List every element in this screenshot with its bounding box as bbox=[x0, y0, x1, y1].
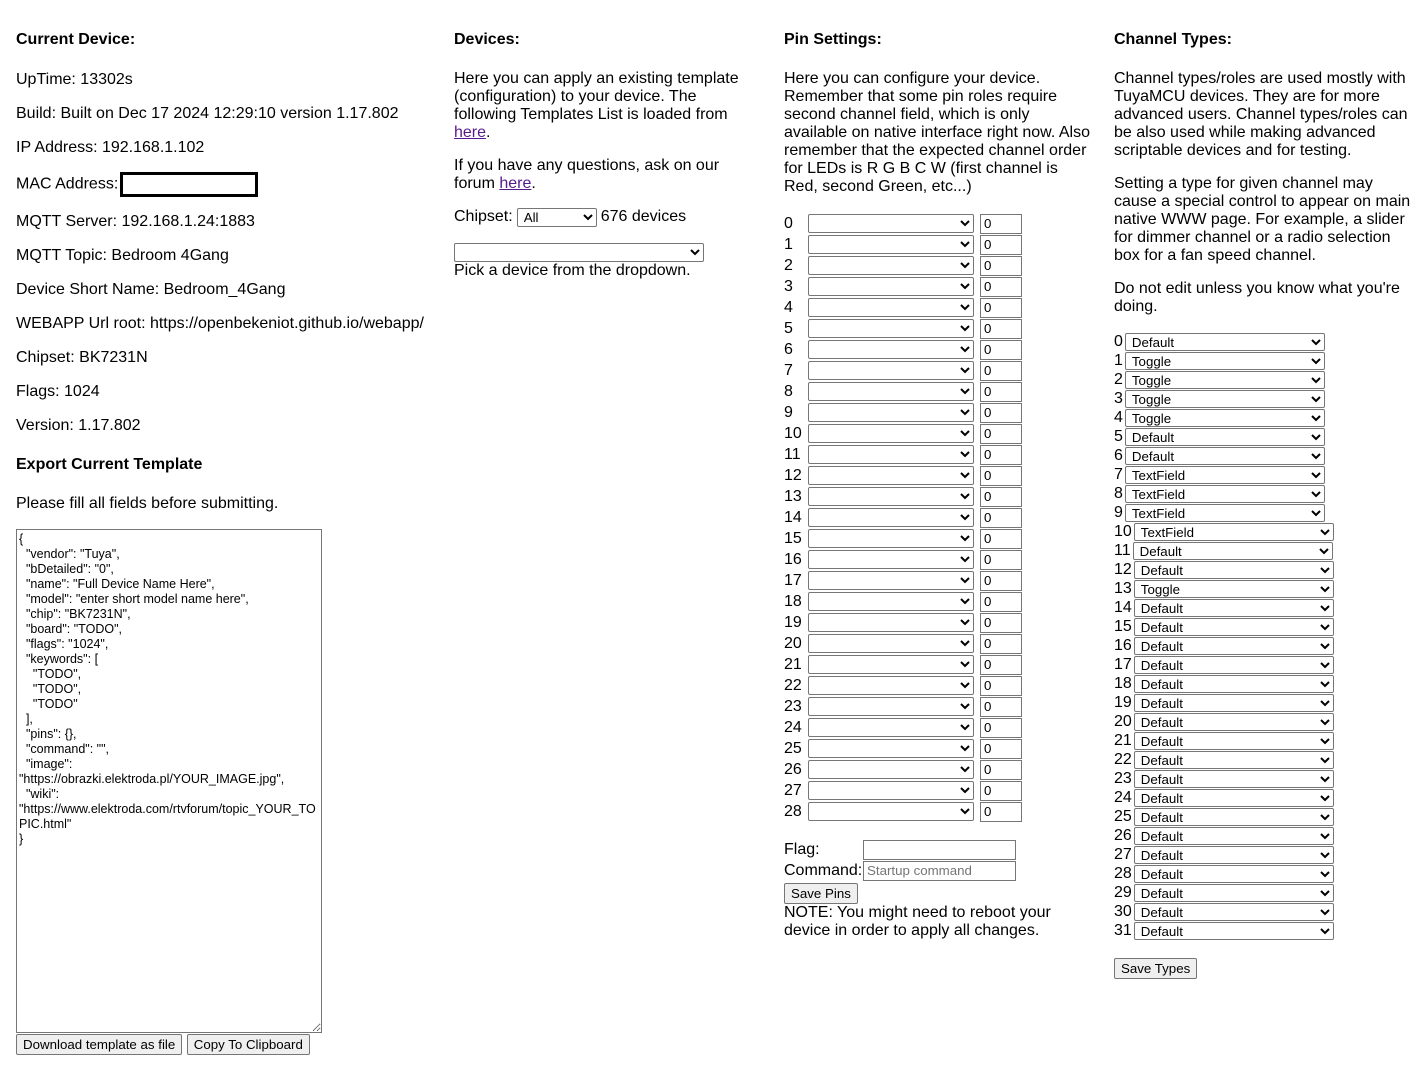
export-buttons bbox=[16, 1034, 436, 1055]
channel-type-select[interactable] bbox=[1134, 523, 1334, 541]
pin-role-select[interactable] bbox=[808, 445, 974, 464]
pin-number: 7 bbox=[784, 362, 793, 379]
channel-type-row bbox=[1114, 636, 1414, 655]
pin-number: 18 bbox=[784, 593, 802, 610]
pin-number: 23 bbox=[784, 698, 802, 715]
pin-number: 9 bbox=[784, 404, 793, 421]
pin-channel-input[interactable] bbox=[980, 340, 1022, 360]
channel-type-row bbox=[1114, 370, 1414, 389]
pin-channel-input[interactable] bbox=[980, 382, 1022, 402]
pin-number: 20 bbox=[784, 635, 802, 652]
channel-type-select[interactable] bbox=[1134, 770, 1334, 788]
save-pins-button[interactable]: Save Pins bbox=[784, 883, 858, 904]
pin-number: 4 bbox=[784, 299, 793, 316]
pin-channel-input[interactable] bbox=[980, 718, 1022, 738]
channel-types-heading: Channel Types: bbox=[1114, 31, 1232, 48]
channel-number: 9 bbox=[1114, 503, 1123, 521]
current-device-heading: Current Device: bbox=[16, 31, 136, 48]
pin-number: 24 bbox=[784, 719, 802, 736]
pin-extra-fields bbox=[784, 839, 1094, 940]
period-text: . bbox=[486, 124, 491, 141]
chipset-text: Chipset: BK7231N bbox=[16, 349, 148, 366]
pin-row bbox=[784, 360, 1094, 381]
channel-type-row bbox=[1114, 750, 1414, 769]
flags-text: Flags: 1024 bbox=[16, 383, 100, 400]
channel-number: 4 bbox=[1114, 408, 1123, 426]
channel-type-select[interactable] bbox=[1134, 618, 1334, 636]
channel-type-row bbox=[1114, 389, 1414, 408]
pin-role-select[interactable] bbox=[808, 655, 974, 674]
pin-role-select[interactable] bbox=[808, 487, 974, 506]
pin-channel-input[interactable] bbox=[980, 361, 1022, 381]
period-text: . bbox=[531, 175, 536, 192]
copy-to-clipboard-button[interactable]: Copy To Clipboard bbox=[187, 1034, 310, 1055]
channel-type-select[interactable] bbox=[1125, 466, 1325, 484]
channel-type-row bbox=[1114, 503, 1414, 522]
pin-role-select[interactable] bbox=[808, 361, 974, 380]
pin-role-select[interactable] bbox=[808, 424, 974, 443]
pin-number: 6 bbox=[784, 341, 793, 358]
pin-row bbox=[784, 318, 1094, 339]
device-picker-row bbox=[454, 243, 754, 262]
pin-channel-input[interactable] bbox=[980, 571, 1022, 591]
pin-role-select[interactable] bbox=[808, 781, 974, 800]
save-types-button[interactable]: Save Types bbox=[1114, 958, 1197, 979]
pin-settings-section bbox=[784, 30, 1094, 940]
pin-role-select[interactable] bbox=[808, 298, 974, 317]
channel-type-row bbox=[1114, 541, 1414, 560]
device-info-list bbox=[16, 70, 436, 435]
pin-number: 22 bbox=[784, 677, 802, 694]
short-name-text: Device Short Name: Bedroom_4Gang bbox=[16, 281, 286, 298]
pin-channel-input[interactable] bbox=[980, 802, 1022, 822]
channel-type-row bbox=[1114, 864, 1414, 883]
pin-number: 26 bbox=[784, 761, 802, 778]
channel-number: 21 bbox=[1114, 731, 1132, 749]
pin-channel-input[interactable] bbox=[980, 634, 1022, 654]
pin-channel-input[interactable] bbox=[980, 256, 1022, 276]
channel-number: 18 bbox=[1114, 674, 1132, 692]
channel-number: 13 bbox=[1114, 579, 1132, 597]
channel-type-select[interactable] bbox=[1134, 865, 1334, 883]
channel-type-row bbox=[1114, 693, 1414, 712]
command-row bbox=[784, 860, 1094, 881]
pin-row bbox=[784, 717, 1094, 738]
pin-channel-input[interactable] bbox=[980, 487, 1022, 507]
channel-type-select[interactable] bbox=[1134, 789, 1334, 807]
channel-type-select[interactable] bbox=[1134, 808, 1334, 826]
pin-number: 5 bbox=[784, 320, 793, 337]
pin-number: 12 bbox=[784, 467, 802, 484]
pin-number: 21 bbox=[784, 656, 802, 673]
channel-type-row bbox=[1114, 883, 1414, 902]
pick-device-hint: Pick a device from the dropdown. bbox=[454, 262, 691, 279]
pin-row bbox=[784, 423, 1094, 444]
channel-number: 7 bbox=[1114, 465, 1123, 483]
channel-type-select[interactable] bbox=[1125, 371, 1325, 389]
channel-type-row bbox=[1114, 902, 1414, 921]
flag-label: Flag: bbox=[784, 840, 820, 858]
flag-input[interactable] bbox=[863, 840, 1016, 860]
channel-number: 11 bbox=[1114, 541, 1131, 559]
channel-type-row bbox=[1114, 826, 1414, 845]
channel-type-row bbox=[1114, 921, 1414, 940]
mac-address-row bbox=[16, 172, 436, 197]
channel-type-select[interactable] bbox=[1134, 675, 1334, 693]
pin-channel-input[interactable] bbox=[980, 529, 1022, 549]
pin-channel-input[interactable] bbox=[980, 424, 1022, 444]
pin-number: 2 bbox=[784, 257, 793, 274]
channel-type-row bbox=[1114, 674, 1414, 693]
channel-number: 3 bbox=[1114, 389, 1123, 407]
channel-type-select[interactable] bbox=[1134, 751, 1334, 769]
export-instruction-text: Please fill all fields before submitting. bbox=[16, 495, 279, 512]
channel-number: 5 bbox=[1114, 427, 1123, 445]
pin-row bbox=[784, 528, 1094, 549]
channel-type-select[interactable] bbox=[1134, 656, 1334, 674]
pin-role-select[interactable] bbox=[808, 802, 974, 821]
pin-number: 10 bbox=[784, 425, 802, 442]
channel-number: 12 bbox=[1114, 560, 1132, 578]
current-device-section bbox=[16, 30, 436, 1055]
version-text: Version: 1.17.802 bbox=[16, 417, 141, 434]
templates-list-link[interactable]: here bbox=[454, 124, 487, 141]
pin-row bbox=[784, 339, 1094, 360]
channel-number: 28 bbox=[1114, 864, 1132, 882]
channel-type-row bbox=[1114, 484, 1414, 503]
pin-role-select[interactable] bbox=[808, 214, 974, 233]
channel-number: 17 bbox=[1114, 655, 1132, 673]
pin-role-select[interactable] bbox=[808, 403, 974, 422]
pin-role-select[interactable] bbox=[808, 256, 974, 275]
pin-number: 28 bbox=[784, 803, 802, 820]
channel-number: 0 bbox=[1114, 332, 1123, 350]
channel-type-row bbox=[1114, 598, 1414, 617]
pin-row bbox=[784, 234, 1094, 255]
forum-link[interactable]: here bbox=[499, 175, 532, 192]
pin-row bbox=[784, 402, 1094, 423]
pin-number: 25 bbox=[784, 740, 802, 757]
channel-type-rows bbox=[1114, 332, 1414, 940]
pin-role-select[interactable] bbox=[808, 739, 974, 758]
pin-rows bbox=[784, 213, 1094, 822]
pin-row bbox=[784, 213, 1094, 234]
channel-type-select[interactable] bbox=[1125, 390, 1325, 408]
channel-types-section bbox=[1114, 30, 1414, 979]
pin-role-select[interactable] bbox=[808, 718, 974, 737]
channel-number: 27 bbox=[1114, 845, 1132, 863]
channel-type-select[interactable] bbox=[1125, 333, 1325, 351]
forum-text: If you have any questions, ask on our forum bbox=[454, 157, 720, 192]
channel-number: 1 bbox=[1114, 351, 1123, 369]
pin-role-select[interactable] bbox=[808, 550, 974, 569]
channel-number: 30 bbox=[1114, 902, 1132, 920]
chipset-filter-row bbox=[454, 206, 754, 228]
channel-number: 25 bbox=[1114, 807, 1132, 825]
download-template-button[interactable]: Download template as file bbox=[16, 1034, 182, 1055]
channel-type-select[interactable] bbox=[1134, 580, 1334, 598]
export-template-heading: Export Current Template bbox=[16, 456, 203, 473]
channel-types-para1: Channel types/roles are used mostly with TuyaMCU devices. They are for more advanced users. Channel types/roles can be also used while making advanced scriptable devices and for testing. bbox=[1114, 70, 1408, 159]
devices-heading: Devices: bbox=[454, 31, 520, 48]
forum-paragraph bbox=[454, 157, 754, 193]
channel-type-row bbox=[1114, 465, 1414, 484]
channel-number: 14 bbox=[1114, 598, 1132, 616]
pin-number: 3 bbox=[784, 278, 793, 295]
ip-address-text: IP Address: 192.168.1.102 bbox=[16, 139, 205, 156]
channel-type-select[interactable] bbox=[1134, 922, 1334, 940]
mac-address-label: MAC Address: bbox=[16, 175, 119, 193]
mac-address-redacted-box bbox=[120, 172, 258, 197]
pin-role-select[interactable] bbox=[808, 760, 974, 779]
channel-number: 8 bbox=[1114, 484, 1123, 502]
pin-channel-input[interactable] bbox=[980, 781, 1022, 801]
build-text: Build: Built on Dec 17 2024 12:29:10 version 1.17.802 bbox=[16, 105, 399, 122]
pin-channel-input[interactable] bbox=[980, 298, 1022, 318]
pin-role-select[interactable] bbox=[808, 466, 974, 485]
pin-number: 0 bbox=[784, 215, 793, 232]
pin-row bbox=[784, 297, 1094, 318]
channel-type-select[interactable] bbox=[1134, 637, 1334, 655]
pin-role-select[interactable] bbox=[808, 529, 974, 548]
channel-type-row bbox=[1114, 712, 1414, 731]
devices-section bbox=[454, 30, 754, 280]
pin-role-select[interactable] bbox=[808, 235, 974, 254]
channel-type-select[interactable] bbox=[1134, 599, 1334, 617]
pin-role-select[interactable] bbox=[808, 382, 974, 401]
device-select[interactable] bbox=[454, 243, 704, 262]
pin-channel-input[interactable] bbox=[980, 403, 1022, 423]
channel-types-para2: Setting a type for given channel may cause a special control to appear on main native WWW page. For example, a slider for dimmer channel or a radio selection box for a fan speed channel. bbox=[1114, 175, 1411, 264]
pin-role-select[interactable] bbox=[808, 676, 974, 695]
pin-number: 1 bbox=[784, 236, 793, 253]
channel-type-row bbox=[1114, 788, 1414, 807]
channel-type-row bbox=[1114, 769, 1414, 788]
pin-channel-input[interactable] bbox=[980, 676, 1022, 696]
pin-row bbox=[784, 612, 1094, 633]
channel-number: 2 bbox=[1114, 370, 1123, 388]
channel-number: 15 bbox=[1114, 617, 1132, 635]
channel-type-row bbox=[1114, 351, 1414, 370]
pin-number: 8 bbox=[784, 383, 793, 400]
pin-row bbox=[784, 675, 1094, 696]
mqtt-topic-text: MQTT Topic: Bedroom 4Gang bbox=[16, 247, 229, 264]
pin-row bbox=[784, 780, 1094, 801]
pin-role-select[interactable] bbox=[808, 697, 974, 716]
channel-type-select[interactable] bbox=[1125, 504, 1325, 522]
channel-types-para3: Do not edit unless you know what you're doing. bbox=[1114, 280, 1400, 315]
channel-type-row bbox=[1114, 579, 1414, 598]
channel-type-row bbox=[1114, 427, 1414, 446]
pin-channel-input[interactable] bbox=[980, 445, 1022, 465]
flag-row bbox=[784, 839, 1094, 860]
pin-row bbox=[784, 276, 1094, 297]
pin-row bbox=[784, 654, 1094, 675]
pin-row bbox=[784, 549, 1094, 570]
pin-channel-input[interactable] bbox=[980, 235, 1022, 255]
pin-number: 14 bbox=[784, 509, 802, 526]
pin-channel-input[interactable] bbox=[980, 277, 1022, 297]
pin-role-select[interactable] bbox=[808, 277, 974, 296]
startup-command-input[interactable] bbox=[863, 861, 1016, 881]
channel-type-select[interactable] bbox=[1134, 732, 1334, 750]
channel-type-row bbox=[1114, 617, 1414, 636]
channel-type-row bbox=[1114, 408, 1414, 427]
command-label: Command: bbox=[784, 861, 863, 879]
devices-intro-text: Here you can apply an existing template (configuration) to your device. The following Templates List is loaded from bbox=[454, 70, 739, 123]
channel-number: 31 bbox=[1114, 921, 1132, 939]
pin-channel-input[interactable] bbox=[980, 550, 1022, 570]
channel-type-select[interactable] bbox=[1134, 884, 1334, 902]
pin-row bbox=[784, 465, 1094, 486]
channel-number: 6 bbox=[1114, 446, 1123, 464]
pin-row bbox=[784, 255, 1094, 276]
pin-row bbox=[784, 801, 1094, 822]
channel-type-select[interactable] bbox=[1125, 428, 1325, 446]
channel-number: 26 bbox=[1114, 826, 1132, 844]
channel-number: 10 bbox=[1114, 522, 1132, 540]
channel-type-select[interactable] bbox=[1134, 903, 1334, 921]
pin-number: 17 bbox=[784, 572, 802, 589]
pin-row bbox=[784, 444, 1094, 465]
pin-role-select[interactable] bbox=[808, 613, 974, 632]
channel-type-row bbox=[1114, 845, 1414, 864]
pin-number: 27 bbox=[784, 782, 802, 799]
pin-channel-input[interactable] bbox=[980, 655, 1022, 675]
pin-role-select[interactable] bbox=[808, 592, 974, 611]
template-textarea[interactable] bbox=[16, 529, 322, 1033]
pin-channel-input[interactable] bbox=[980, 739, 1022, 759]
pin-role-select[interactable] bbox=[808, 571, 974, 590]
channel-type-select[interactable] bbox=[1134, 713, 1334, 731]
chipset-filter-select[interactable] bbox=[517, 208, 597, 227]
channel-type-row bbox=[1114, 522, 1414, 541]
pin-row bbox=[784, 507, 1094, 528]
channel-type-row bbox=[1114, 560, 1414, 579]
channel-type-select[interactable] bbox=[1125, 485, 1325, 503]
device-count-text: 676 devices bbox=[600, 208, 687, 225]
pin-role-select[interactable] bbox=[808, 634, 974, 653]
pin-row bbox=[784, 381, 1094, 402]
pin-number: 15 bbox=[784, 530, 802, 547]
pin-role-select[interactable] bbox=[808, 319, 974, 338]
pin-role-select[interactable] bbox=[808, 340, 974, 359]
channel-number: 19 bbox=[1114, 693, 1132, 711]
pin-row bbox=[784, 591, 1094, 612]
channel-number: 16 bbox=[1114, 636, 1132, 654]
uptime-text: UpTime: 13302s bbox=[16, 71, 133, 88]
pin-channel-input[interactable] bbox=[980, 592, 1022, 612]
channel-type-row bbox=[1114, 807, 1414, 826]
pin-row bbox=[784, 633, 1094, 654]
channel-type-select[interactable] bbox=[1133, 542, 1333, 560]
reboot-note: NOTE: You might need to reboot your device in order to apply all changes. bbox=[784, 904, 1051, 939]
pin-number: 13 bbox=[784, 488, 802, 505]
channel-type-row bbox=[1114, 446, 1414, 465]
pin-number: 11 bbox=[784, 446, 801, 463]
channel-number: 24 bbox=[1114, 788, 1132, 806]
pin-channel-input[interactable] bbox=[980, 508, 1022, 528]
pin-channel-input[interactable] bbox=[980, 214, 1022, 234]
channel-number: 23 bbox=[1114, 769, 1132, 787]
channel-type-select[interactable] bbox=[1125, 447, 1325, 465]
channel-type-select[interactable] bbox=[1125, 352, 1325, 370]
webapp-root-text: WEBAPP Url root: https://openbekeniot.github.io/webapp/ bbox=[16, 315, 424, 332]
pin-number: 19 bbox=[784, 614, 802, 631]
pin-settings-description: Here you can configure your device. Remember that some pin roles require second channel field, which is only available on native interface right now. Also remember that the expected channel order for LEDs is R G B C W (first channel is Red, second Green, etc...) bbox=[784, 70, 1090, 195]
channel-type-row bbox=[1114, 332, 1414, 351]
pin-row bbox=[784, 486, 1094, 507]
channel-number: 20 bbox=[1114, 712, 1132, 730]
channel-type-select[interactable] bbox=[1134, 561, 1334, 579]
pin-row bbox=[784, 696, 1094, 717]
devices-intro bbox=[454, 70, 754, 142]
pin-channel-input[interactable] bbox=[980, 760, 1022, 780]
channel-type-row bbox=[1114, 731, 1414, 750]
pin-role-select[interactable] bbox=[808, 508, 974, 527]
channel-type-select[interactable] bbox=[1134, 827, 1334, 845]
pin-row bbox=[784, 738, 1094, 759]
mqtt-server-text: MQTT Server: 192.168.1.24:1883 bbox=[16, 213, 255, 230]
pin-channel-input[interactable] bbox=[980, 697, 1022, 717]
channel-number: 22 bbox=[1114, 750, 1132, 768]
pin-channel-input[interactable] bbox=[980, 466, 1022, 486]
pin-number: 16 bbox=[784, 551, 802, 568]
pin-settings-heading: Pin Settings: bbox=[784, 31, 882, 48]
pin-channel-input[interactable] bbox=[980, 613, 1022, 633]
channel-type-row bbox=[1114, 655, 1414, 674]
chipset-filter-label: Chipset: bbox=[454, 208, 513, 225]
channel-type-select[interactable] bbox=[1134, 846, 1334, 864]
channel-type-select[interactable] bbox=[1134, 694, 1334, 712]
channel-type-select[interactable] bbox=[1125, 409, 1325, 427]
pin-row bbox=[784, 570, 1094, 591]
pin-row bbox=[784, 759, 1094, 780]
channel-number: 29 bbox=[1114, 883, 1132, 901]
pin-channel-input[interactable] bbox=[980, 319, 1022, 339]
